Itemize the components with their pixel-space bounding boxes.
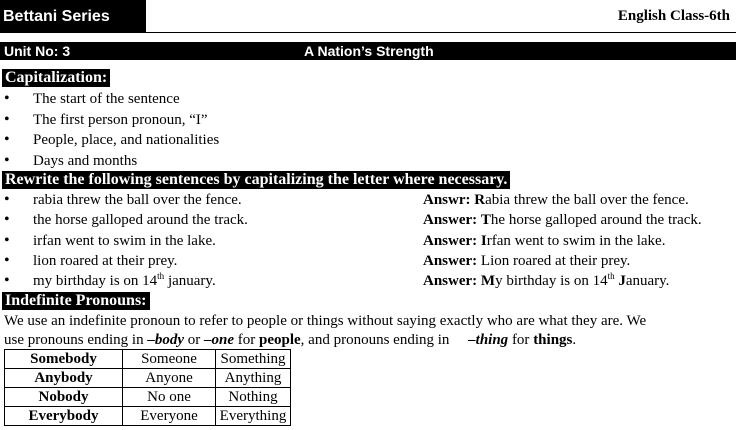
unit-bar (0, 42, 736, 60)
table-cell: Anybody (5, 369, 123, 388)
question-text: my birthday is on 14th january. (33, 271, 216, 289)
bullet-icon (4, 152, 10, 170)
exercise-row (0, 252, 736, 270)
answer-text: Answr: Rabia threw the ball over the fence. (423, 192, 689, 208)
bullet-icon (4, 211, 10, 229)
class-title: English Class-6th (617, 8, 730, 24)
series-label: Bettani Series (0, 0, 146, 33)
table-row (5, 350, 291, 369)
capitalization-heading: Capitalization: (2, 69, 110, 87)
table-cell: Everybody (5, 407, 123, 426)
question-text: lion roared at their prey. (33, 253, 178, 269)
bullet-icon (4, 131, 10, 149)
exercise-row (0, 211, 736, 229)
pronouns-paragraph-line1: We use an indefinite pronoun to refer to people or things without saying exactly who are what they are. We (4, 313, 647, 329)
pronouns-heading: Indefinite Pronouns: (2, 292, 150, 310)
list-item: • The first person pronoun, “I” (0, 111, 736, 129)
table-cell: Anything (216, 369, 291, 388)
answer-text: Answer: The horse galloped around the track. (423, 212, 702, 228)
pronouns-paragraph-line2: use pronouns ending in –body or –one for people, and pronouns ending in –thing for things. (4, 332, 577, 348)
exercise-heading: Rewrite the following sentences by capitalizing the letter where necessary. (2, 171, 510, 189)
table-cell: Something (216, 350, 291, 369)
answer-text: Answer: Lion roared at their prey. (423, 253, 631, 269)
table-cell: Anyone (123, 369, 216, 388)
answer-text: Answer: My birthday is on 14th January. (423, 271, 670, 289)
bullet-icon (4, 90, 10, 108)
pronouns-table (4, 349, 291, 426)
exercise-row (0, 191, 736, 209)
bullet-icon (4, 191, 10, 209)
list-item: • The start of the sentence (0, 90, 736, 108)
exercise-row (0, 232, 736, 250)
header-rule (146, 32, 736, 33)
table-cell: Everyone (123, 407, 216, 426)
table-row (5, 388, 291, 407)
question-text: irfan went to swim in the lake. (33, 233, 216, 249)
bullet-icon (4, 232, 10, 250)
bullet-icon (4, 272, 10, 290)
answer-text: Answer: Irfan went to swim in the lake. (423, 233, 666, 249)
table-cell: Somebody (5, 350, 123, 369)
table-row (5, 407, 291, 426)
question-text: rabia threw the ball over the fence. (33, 192, 242, 208)
list-item: • People, place, and nationalities (0, 131, 736, 149)
table-row (5, 369, 291, 388)
table-cell: Someone (123, 350, 216, 369)
table-cell: Nothing (216, 388, 291, 407)
unit-number: Unit No: 3 (4, 43, 71, 59)
exercise-row (0, 272, 736, 290)
table-cell: No one (123, 388, 216, 407)
unit-title: A Nation’s Strength (304, 43, 434, 59)
bullet-icon (4, 111, 10, 129)
table-cell: Everything (216, 407, 291, 426)
question-text: the horse galloped around the track. (33, 212, 248, 228)
table-cell: Nobody (5, 388, 123, 407)
list-item: • Days and months (0, 152, 736, 170)
bullet-icon (4, 252, 10, 270)
